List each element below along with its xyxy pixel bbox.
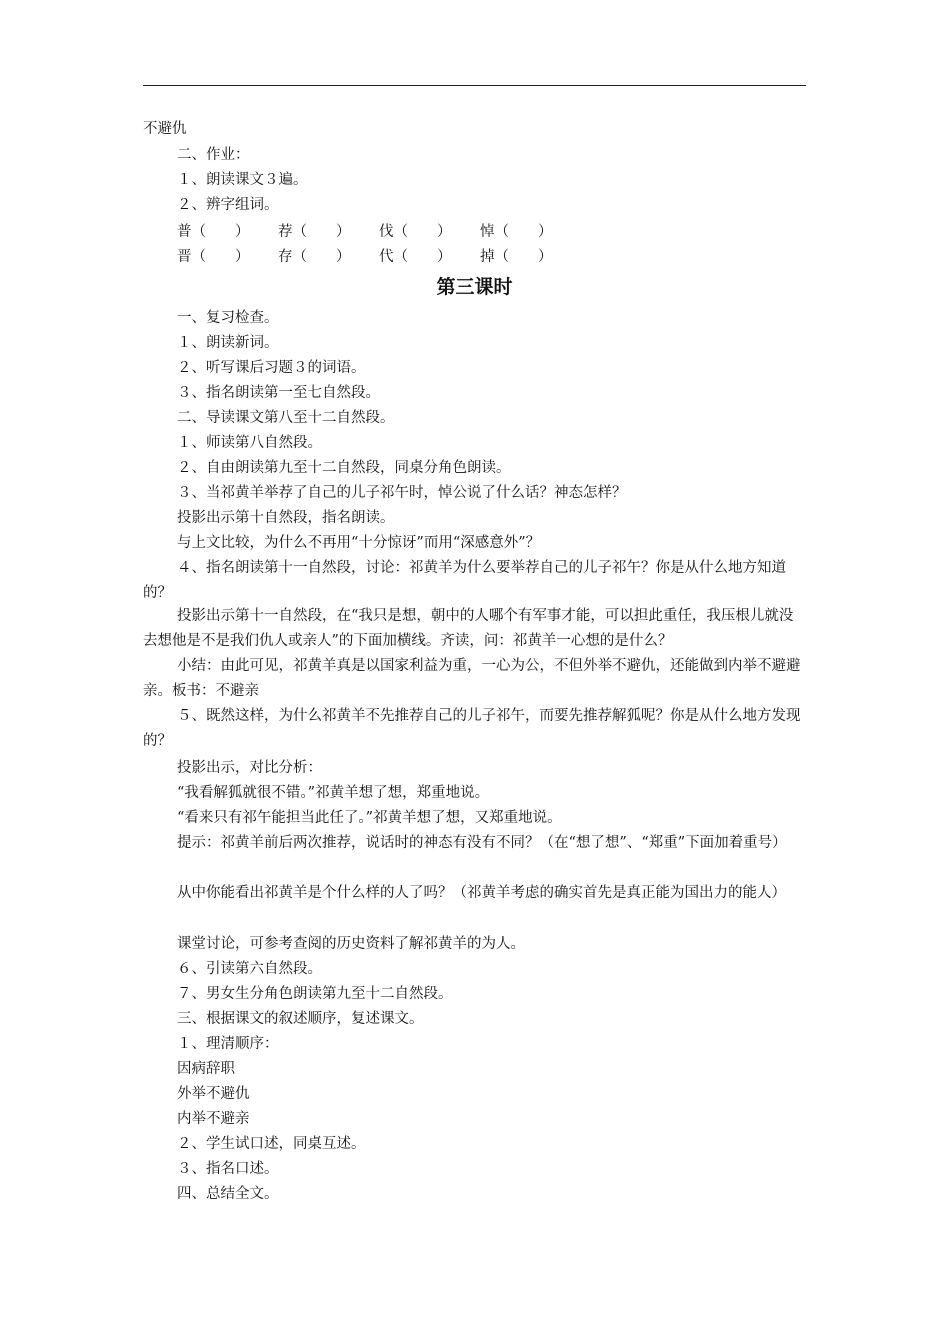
text-line: 课堂讨论，可参考查阅的历史资料了解祁黄羊的为人。 <box>177 936 525 952</box>
paragraph: ５、既然这样，为什么祁黄羊不先推荐自己的儿子祁午，而要先推荐解狐呢？你是从什么地方发现的？ <box>143 708 801 749</box>
text-line: ６、引读第六自然段。 <box>177 961 322 977</box>
text-line: ２、自由朗读第九至十二自然段，同桌分角色朗读。 <box>177 460 511 476</box>
paragraph: ４、指名朗读第十一自然段，讨论：祁黄羊为什么要举荐自己的儿子祁午？你是从什么地方知道的？ <box>143 560 786 601</box>
word-cell: 普（ ） <box>177 224 250 240</box>
text-line: １、师读第八自然段。 <box>177 435 322 451</box>
word-cell: 代（ ） <box>379 249 452 265</box>
paragraph: 小结：由此可见，祁黄羊真是以国家利益为重，一心为公，不但外举不避仇，还能做到内举不避避亲。板书：不避亲 <box>143 658 801 699</box>
text-line: 内举不避亲 <box>177 1111 250 1127</box>
word-cell: 掉（ ） <box>480 249 553 265</box>
text-line: 不避仇 <box>143 121 187 137</box>
text-line: 因病辞职 <box>177 1061 235 1077</box>
text-line: １、朗读课文３遍。 <box>177 172 308 188</box>
text-line: １、朗读新词。 <box>177 335 279 351</box>
word-cell: 荐（ ） <box>278 224 351 240</box>
paragraph: 投影出示第十一自然段，在“我只是想，朝中的人哪个有军事才能，可以担此重任，我压根儿就没去想他是不是我们仇人或亲人”的下面加横线。齐读，问：祁黄羊一心想的是什么？ <box>143 608 794 649</box>
word-cell: 伐（ ） <box>379 224 452 240</box>
text-line: ７、男女生分角色朗读第九至十二自然段。 <box>177 986 453 1002</box>
text-line: 外举不避仇 <box>177 1086 250 1102</box>
paragraph: 提示：祁黄羊前后两次推荐，说话时的神态有没有不同？（在“想了想”、“郑重”下面加着重号） <box>177 835 787 851</box>
header-rule <box>143 85 806 86</box>
text-line: “我看解狐就很不错。”祁黄羊想了想，郑重地说。 <box>177 785 490 801</box>
paragraph: 从中你能看出祁黄羊是个什么样的人了吗？（祁黄羊考虑的确实首先是真正能为国出力的能人） <box>177 885 786 901</box>
text-line: 三、根据课文的叙述顺序，复述课文。 <box>177 1011 424 1027</box>
text-line: 二、作业： <box>177 147 250 163</box>
word-cell: 悼（ ） <box>480 224 553 240</box>
text-line: ２、学生试口述，同桌互述。 <box>177 1136 366 1152</box>
section-title: 第三课时 <box>436 276 513 298</box>
text-line: 与上文比较，为什么不再用“十分惊讶”而用“深感意外”？ <box>177 535 541 551</box>
text-line: 一、复习检查。 <box>177 310 279 326</box>
word-cell: 存（ ） <box>278 249 351 265</box>
text-line: 二、导读课文第八至十二自然段。 <box>177 410 395 426</box>
text-line: ２、辨字组词。 <box>177 197 279 213</box>
text-line: 四、总结全文。 <box>177 1186 279 1202</box>
text-line: ３、指名口述。 <box>177 1161 279 1177</box>
text-line: ３、指名朗读第一至七自然段。 <box>177 385 380 401</box>
text-line: 投影出示第十自然段，指名朗读。 <box>177 510 395 526</box>
text-line: ２、听写课后习题３的词语。 <box>177 360 366 376</box>
text-line: １、理清顺序： <box>177 1036 279 1052</box>
text-line: ３、当祁黄羊举荐了自己的儿子祁午时，悼公说了什么话？神态怎样？ <box>177 485 627 501</box>
word-grid-row <box>177 245 581 266</box>
text-line: “看来只有祁午能担当此任了。”祁黄羊想了想，又郑重地说。 <box>177 810 562 826</box>
word-cell: 晋（ ） <box>177 249 250 265</box>
text-line: 投影出示，对比分析： <box>177 760 322 776</box>
word-grid-row <box>177 220 581 241</box>
